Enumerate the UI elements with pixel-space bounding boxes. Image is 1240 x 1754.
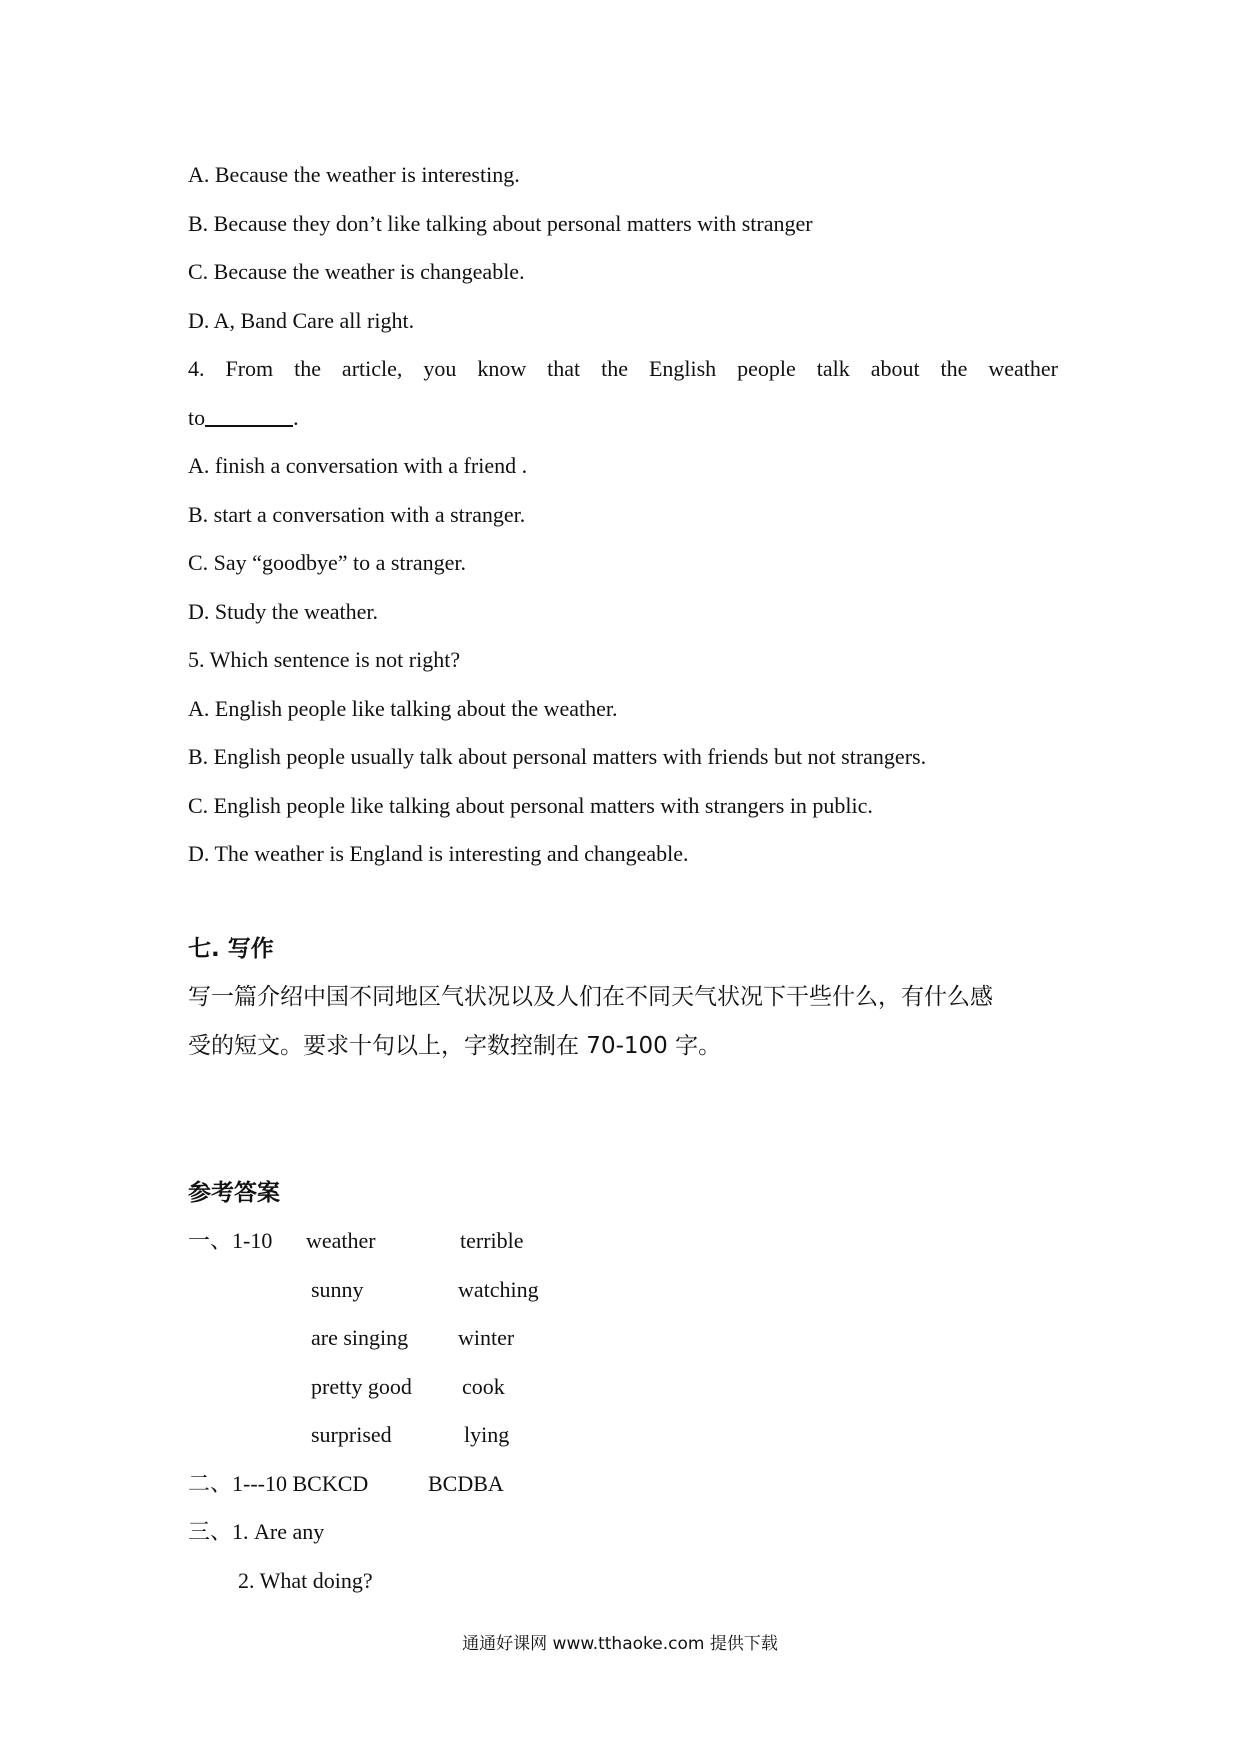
answers-part3-prefix: 三、1. Are any	[188, 1519, 325, 1544]
q3-option-d: D. A, Band Care all right.	[188, 308, 415, 333]
q3-option-b: B. Because they don’t like talking about personal matters with stranger	[188, 211, 813, 236]
answer-word: sunny	[311, 1277, 364, 1302]
q5-option-c: C. English people like talking about personal matters with strangers in public.	[188, 793, 873, 818]
answer-word: cook	[462, 1374, 505, 1399]
q4-stem-end: .	[293, 405, 299, 430]
answer-word: terrible	[460, 1228, 524, 1253]
q4-stem-to: to	[188, 405, 206, 430]
answers-part1-prefix: 一、1-10	[188, 1228, 273, 1253]
answer-word: winter	[458, 1325, 515, 1350]
q4-option-d: D. Study the weather.	[188, 599, 379, 624]
q4-option-a: A. finish a conversation with a friend .	[188, 453, 528, 478]
answer-word: are singing	[311, 1325, 409, 1350]
q4-stem: 4. From the article, you know that the English people talk about the weather	[188, 356, 1058, 381]
answer-word: lying	[464, 1422, 510, 1447]
writing-heading: 七. 写作	[188, 936, 274, 962]
answer-word: surprised	[311, 1422, 392, 1447]
q4-option-b: B. start a conversation with a stranger.	[188, 502, 526, 527]
answers-part2-second: BCDBA	[428, 1471, 504, 1496]
page-footer: 通通好课网 www.tthaoke.com 提供下载	[462, 1634, 778, 1654]
q5-option-b: B. English people usually talk about personal matters with friends but not strangers.	[188, 744, 927, 769]
q3-option-c: C. Because the weather is changeable.	[188, 259, 525, 284]
answer-word: pretty good	[311, 1374, 412, 1399]
answers-heading: 参考答案	[188, 1180, 280, 1206]
q3-option-a: A. Because the weather is interesting.	[188, 162, 520, 187]
q4-stem-continuation	[188, 403, 299, 433]
q5-stem: 5. Which sentence is not right?	[188, 647, 461, 672]
writing-prompt-line-1: 写一篇介绍中国不同地区气状况以及人们在不同天气状况下干些什么，有什么感	[188, 984, 993, 1010]
answers-part2-prefix: 二、1---10 BCKCD	[188, 1471, 369, 1496]
writing-prompt-line-2: 受的短文。要求十句以上，字数控制在 70-100 字。	[188, 1033, 722, 1059]
answer-blank	[205, 403, 293, 427]
q5-option-d: D. The weather is England is interesting and changeable.	[188, 841, 689, 866]
answer-word: weather	[306, 1228, 376, 1253]
q4-option-c: C. Say “goodbye” to a stranger.	[188, 550, 466, 575]
answer-word: watching	[458, 1277, 539, 1302]
answers-part3-line2: 2. What doing?	[238, 1568, 373, 1593]
q5-option-a: A. English people like talking about the weather.	[188, 696, 618, 721]
